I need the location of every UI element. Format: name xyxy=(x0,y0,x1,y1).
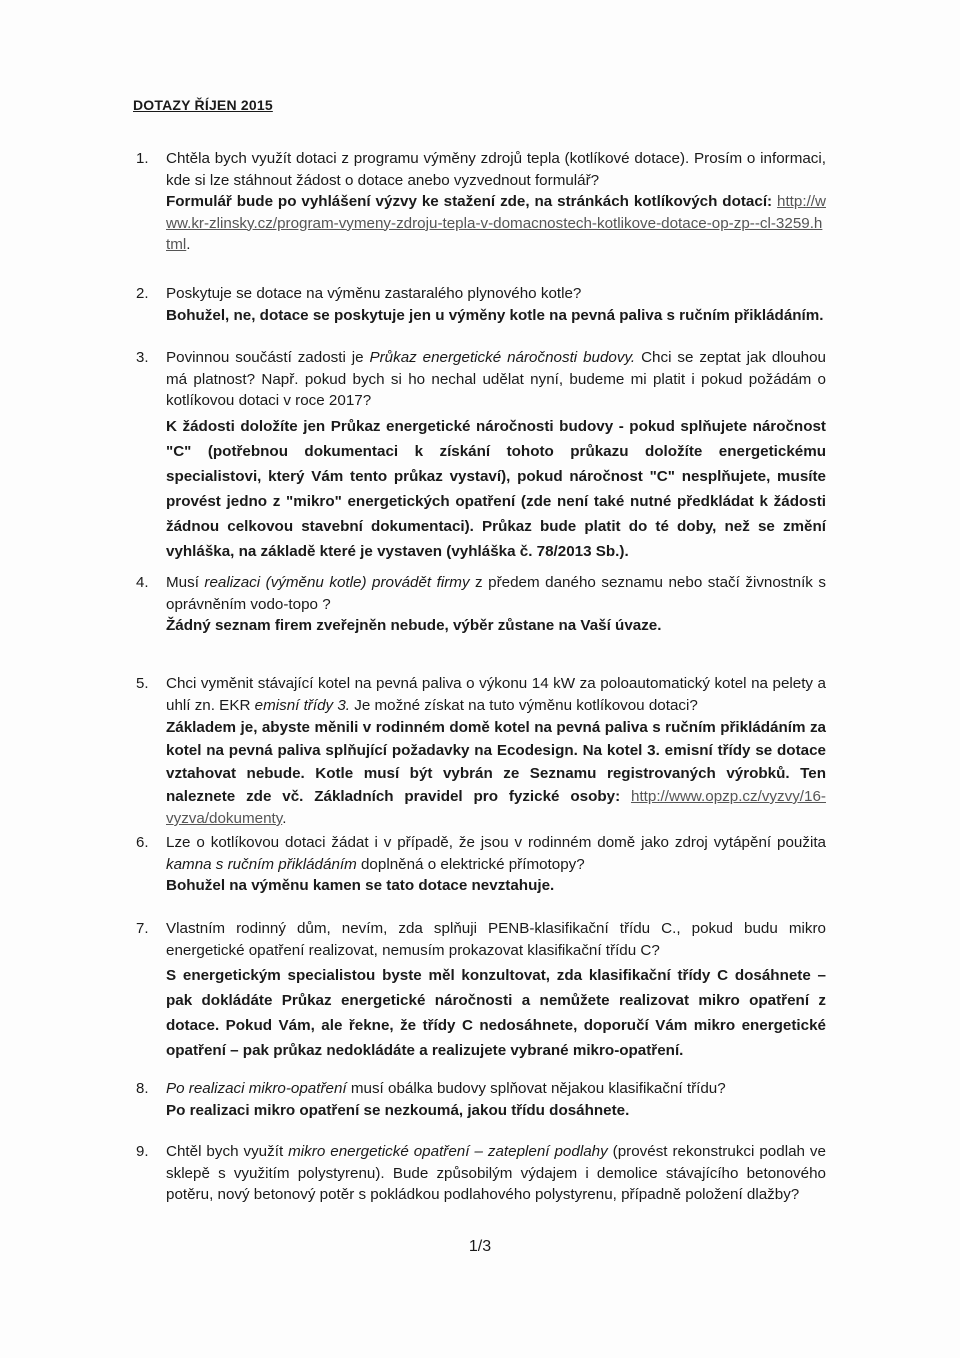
document-title: DOTAZY ŘÍJEN 2015 xyxy=(133,97,273,113)
question-italic: kamna s ručním přikládáním xyxy=(166,855,357,873)
answer-text: Bohužel, ne, dotace se poskytuje jen u výměny kotle na pevná paliva s ručním přikládáním. xyxy=(166,306,824,324)
item-number: 7. xyxy=(136,920,149,937)
question-post: Je možné získat na tuto výměnu kotlíkovou dotaci? xyxy=(350,696,698,714)
answer-text: Formulář bude po vyhlášení výzvy ke stažení zde, na stránkách kotlíkových dotací: xyxy=(166,193,773,210)
question-pre: Musí xyxy=(166,574,205,591)
item-number: 6. xyxy=(136,834,149,851)
rules-link[interactable]: http://www.opzp.cz/vyzvy/16-vyzva/dokumenty xyxy=(166,788,826,827)
question-post: z předem daného seznamu nebo stačí živnostník s oprávněním vodo-topo ? xyxy=(166,574,826,613)
item-number: 2. xyxy=(136,285,149,302)
question-italic: Po realizaci mikro-opatření xyxy=(166,1080,347,1097)
question-post: Chci se zeptat jak dlouhou má platnost? Např. pokud bych si ho nechal udělat nyní, budeme mi platit i pokud požádám o kotlíkovou dotaci v roce 2017? xyxy=(166,349,826,409)
answer-text: K žádosti doložíte jen Průkaz energetické náročnosti budovy - pokud splňujete náročnost "C" (potřebnou dokumentaci k získání tohoto průkazu doložíte energetickému specialistovi, který Vám tento průkaz vystaví), pokud náročnost "C" nesplňujete, musíte provést jedno z "mikro" energetických opatření (zde není také nutné předkládat k žádosti žádnou celkovou stavební dokumentaci). Průkaz bude platit do té doby, než se změní vyhláška, na základě které je vystaven (vyhláška č. 78/2013 Sb.). xyxy=(166,417,826,560)
question-text xyxy=(166,349,826,409)
question-text xyxy=(166,1143,826,1203)
question-pre: Chci vyměnit stávající kotel na pevná paliva o výkonu 14 kW za poloautomatický kotel na pelety a uhlí zn. EKR xyxy=(166,675,826,714)
answer-text: Bohužel na výměnu kamen se tato dotace nevztahuje. xyxy=(166,877,555,894)
answer-text: S energetickým specialistou byste měl konzultovat, zda klasifikační třídy C dosáhnete – pak dokládáte Průkaz energetické náročnosti a nemůžete realizovat mikro opatření z dotace. Pokud Vám, ale řekne, že třídy C nedosáhnete, doporučí Vám mikro energetické opatření – pak průkaz nedokládáte a realizujete vybrané mikro-opatření. xyxy=(166,967,826,1059)
item-number: 1. xyxy=(136,150,149,167)
question-text: Poskytuje se dotace na výměnu zastaralého plynového kotle? xyxy=(166,285,582,302)
question-pre: Chtěl bych využít xyxy=(166,1143,289,1160)
question-text: Vlastním rodinný dům, nevím, zda splňuji PENB-klasifikační třídu C., pokud budu mikro energetické opatření realizovat, nemusím prokazovat klasifikační třídu C? xyxy=(166,920,826,959)
question-post: doplněná o elektrické přímotopy? xyxy=(356,855,585,873)
program-link[interactable]: http://www.kr-zlinsky.cz/program-vymeny-zdroju-tepla-v-domacnostech-kotlikove-dotace-op-zp--cl-3259.html xyxy=(166,193,826,253)
answer-text: Po realizaci mikro opatření se nezkoumá, jakou třídu dosáhnete. xyxy=(166,1101,630,1119)
question-italic: realizaci (výměnu kotle) provádět firmy xyxy=(204,574,470,591)
link-suffix: . xyxy=(282,810,287,827)
question-text xyxy=(166,1080,726,1097)
question-pre: Lze o kotlíkovou dotaci žádat i v případě, že jsou v rodinném domě jako zdroj vytápění použita xyxy=(166,834,826,851)
item-number: 5. xyxy=(136,675,149,692)
item-number: 8. xyxy=(136,1080,149,1097)
item-number: 4. xyxy=(136,574,149,591)
item-number: 3. xyxy=(136,349,149,366)
question-text xyxy=(166,834,826,873)
question-pre: Povinnou součástí zadosti je xyxy=(166,349,370,366)
question-text xyxy=(166,574,826,613)
item-number: 9. xyxy=(136,1143,149,1160)
question-post: musí obálka budovy splňovat nějakou klasifikační třídu? xyxy=(346,1080,726,1097)
page-number: 1/3 xyxy=(468,1238,492,1255)
link-suffix: . xyxy=(186,236,191,253)
question-italic: mikro energetické opatření – zateplení podlahy xyxy=(288,1143,608,1160)
answer-text: Žádný seznam firem zveřejněn nebude, výběr zůstane na Vaší úvaze. xyxy=(166,617,662,634)
question-italic: Průkaz energetické náročnosti budovy. xyxy=(369,349,636,366)
question-text xyxy=(166,675,826,714)
question-text: Chtěla bych využít dotaci z programu výměny zdrojů tepla (kotlíkové dotace). Prosím o informaci, kde si lze stáhnout žádost o dotace anebo vyzvednout formulář? xyxy=(166,150,826,189)
answer-text: Základem je, abyste měnili v rodinném domě kotel na pevná paliva s ručním přikládáním za kotel na pevná paliva splňující požadavky na Ecodesign. Na kotel 3. emisní třídy se dotace vztahovat nebude. Kotle musí být vybrán ze Seznamu registrovaných výrobků. Ten naleznete zde vč. Základních pravidel pro fyzické osoby: xyxy=(166,719,826,805)
question-post: (provést rekonstrukci podlah ve sklepě s využitím polystyrenu). Bude způsobilým výdajem i demolice stávajícího betonového potěru, nový betonový potěr s pokládkou podlahového polystyrenu, případně položení dlažby? xyxy=(166,1143,826,1203)
question-italic: emisní třídy 3. xyxy=(254,696,351,714)
